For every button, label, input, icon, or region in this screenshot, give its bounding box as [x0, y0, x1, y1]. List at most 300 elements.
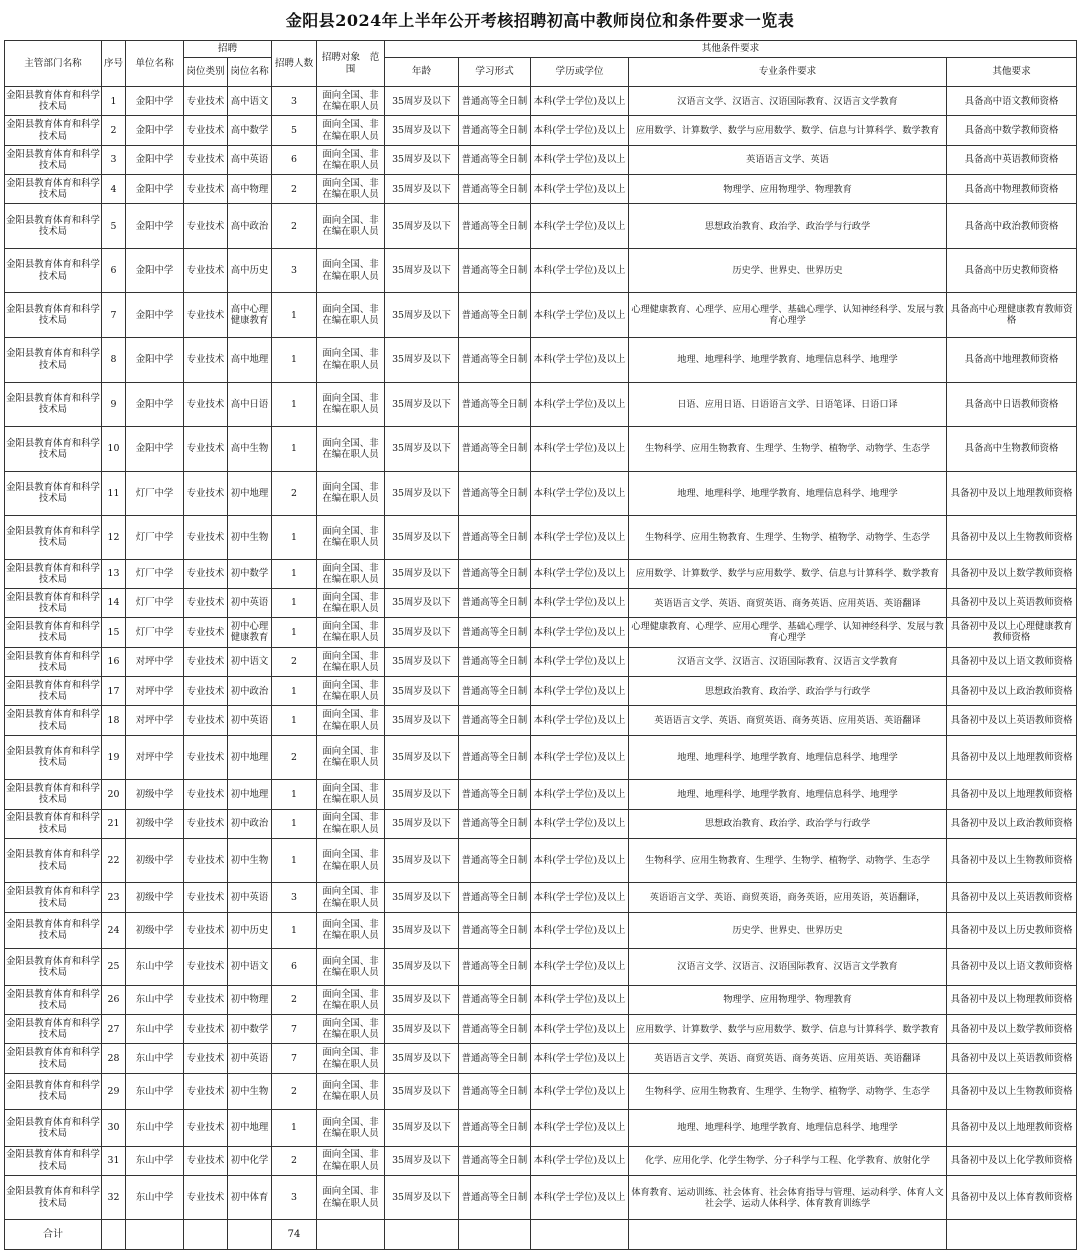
post-name-cell: 初中地理: [228, 735, 272, 780]
dept-cell: 金阳县教育体育和科学技术局: [5, 204, 102, 249]
study-form-cell: 普通高等全日制: [459, 145, 531, 174]
education-cell: 本科(学士学位)及以上: [531, 618, 629, 647]
table-row: [5, 1146, 1077, 1175]
table-row: [5, 471, 1077, 516]
other-req-cell: 具备初中及以上生物教师资格: [947, 838, 1077, 883]
table-row: [5, 985, 1077, 1014]
major-cell: 英语语言文学、英语、商贸英语、商务英语、应用英语、英语翻译: [629, 1044, 947, 1073]
education-cell: 本科(学士学位)及以上: [531, 647, 629, 676]
education-cell: 本科(学士学位)及以上: [531, 559, 629, 588]
unit-cell: 金阳中学: [126, 87, 184, 116]
seq-cell: 3: [102, 145, 126, 174]
table-row: [5, 1110, 1077, 1146]
target-cell: 面向全国、非在编在职人员: [317, 248, 385, 293]
seq-cell: 26: [102, 985, 126, 1014]
dept-cell: 金阳县教育体育和科学技术局: [5, 1175, 102, 1220]
study-form-cell: 普通高等全日制: [459, 676, 531, 705]
other-req-cell: 具备高中地理教师资格: [947, 337, 1077, 382]
unit-cell: 东山中学: [126, 985, 184, 1014]
empty-cell: [531, 1220, 629, 1250]
count-cell: 2: [272, 1146, 317, 1175]
dept-cell: 金阳县教育体育和科学技术局: [5, 471, 102, 516]
age-cell: 35周岁及以下: [385, 735, 459, 780]
page-title: 金阳县2024年上半年公开考核招聘初高中教师岗位和条件要求一览表: [285, 11, 795, 30]
post-type-cell: 专业技术: [184, 647, 228, 676]
age-cell: 35周岁及以下: [385, 1044, 459, 1073]
seq-cell: 31: [102, 1146, 126, 1175]
count-cell: 6: [272, 949, 317, 985]
table-row: [5, 145, 1077, 174]
age-cell: 35周岁及以下: [385, 647, 459, 676]
post-name-cell: 初中心理健康教育: [228, 618, 272, 647]
age-cell: 35周岁及以下: [385, 427, 459, 472]
age-cell: 35周岁及以下: [385, 204, 459, 249]
dept-cell: 金阳县教育体育和科学技术局: [5, 382, 102, 427]
study-form-cell: 普通高等全日制: [459, 1073, 531, 1109]
table-row: [5, 382, 1077, 427]
count-cell: 1: [272, 588, 317, 617]
other-req-cell: 具备初中及以上历史教师资格: [947, 912, 1077, 948]
major-cell: 思想政治教育、政治学、政治学与行政学: [629, 204, 947, 249]
target-cell: 面向全国、非在编在职人员: [317, 706, 385, 735]
seq-cell: 18: [102, 706, 126, 735]
header-major: 专业条件要求: [629, 58, 947, 87]
post-type-cell: 专业技术: [184, 706, 228, 735]
study-form-cell: 普通高等全日制: [459, 949, 531, 985]
unit-cell: 东山中学: [126, 1146, 184, 1175]
education-cell: 本科(学士学位)及以上: [531, 204, 629, 249]
target-cell: 面向全国、非在编在职人员: [317, 559, 385, 588]
unit-cell: 对坪中学: [126, 676, 184, 705]
other-req-cell: 具备高中英语教师资格: [947, 145, 1077, 174]
study-form-cell: 普通高等全日制: [459, 116, 531, 145]
unit-cell: 金阳中学: [126, 382, 184, 427]
header-age: 年龄: [385, 58, 459, 87]
table-row: [5, 204, 1077, 249]
table-row: [5, 559, 1077, 588]
education-cell: 本科(学士学位)及以上: [531, 949, 629, 985]
target-cell: 面向全国、非在编在职人员: [317, 735, 385, 780]
post-type-cell: 专业技术: [184, 382, 228, 427]
target-cell: 面向全国、非在编在职人员: [317, 780, 385, 809]
post-name-cell: 高中地理: [228, 337, 272, 382]
table-row: [5, 706, 1077, 735]
count-cell: 1: [272, 337, 317, 382]
table-row: [5, 618, 1077, 647]
seq-cell: 13: [102, 559, 126, 588]
study-form-cell: 普通高等全日制: [459, 293, 531, 338]
count-cell: 1: [272, 706, 317, 735]
count-cell: 7: [272, 1044, 317, 1073]
other-req-cell: 具备高中心理健康教育教师资格: [947, 293, 1077, 338]
empty-cell: [228, 1220, 272, 1250]
education-cell: 本科(学士学位)及以上: [531, 1014, 629, 1043]
seq-cell: 9: [102, 382, 126, 427]
header-seq: 序号: [102, 41, 126, 87]
target-cell: 面向全国、非在编在职人员: [317, 382, 385, 427]
age-cell: 35周岁及以下: [385, 516, 459, 560]
post-name-cell: 高中数学: [228, 116, 272, 145]
education-cell: 本科(学士学位)及以上: [531, 382, 629, 427]
target-cell: 面向全国、非在编在职人员: [317, 516, 385, 560]
post-name-cell: 初中生物: [228, 516, 272, 560]
empty-cell: [629, 1220, 947, 1250]
table-row: [5, 175, 1077, 204]
study-form-cell: 普通高等全日制: [459, 1110, 531, 1146]
age-cell: 35周岁及以下: [385, 780, 459, 809]
education-cell: 本科(学士学位)及以上: [531, 516, 629, 560]
post-type-cell: 专业技术: [184, 883, 228, 912]
major-cell: 物理学、应用物理学、物理教育: [629, 175, 947, 204]
other-req-cell: 具备初中及以上政治教师资格: [947, 676, 1077, 705]
seq-cell: 20: [102, 780, 126, 809]
study-form-cell: 普通高等全日制: [459, 337, 531, 382]
major-cell: 日语、应用日语、日语语言文学、日语笔译、日语口译: [629, 382, 947, 427]
post-name-cell: 初中英语: [228, 1044, 272, 1073]
unit-cell: 对坪中学: [126, 735, 184, 780]
age-cell: 35周岁及以下: [385, 838, 459, 883]
other-req-cell: 具备高中语文教师资格: [947, 87, 1077, 116]
count-cell: 1: [272, 809, 317, 838]
age-cell: 35周岁及以下: [385, 912, 459, 948]
count-cell: 1: [272, 427, 317, 472]
study-form-cell: 普通高等全日制: [459, 883, 531, 912]
other-req-cell: 具备初中及以上生物教师资格: [947, 1073, 1077, 1109]
post-name-cell: 初中地理: [228, 471, 272, 516]
dept-cell: 金阳县教育体育和科学技术局: [5, 87, 102, 116]
age-cell: 35周岁及以下: [385, 985, 459, 1014]
study-form-cell: 普通高等全日制: [459, 809, 531, 838]
major-cell: 生物科学、应用生物教育、生理学、生物学、植物学、动物学、生态学: [629, 516, 947, 560]
table-row: [5, 1014, 1077, 1043]
count-cell: 1: [272, 559, 317, 588]
other-req-cell: 具备初中及以上物理教师资格: [947, 985, 1077, 1014]
study-form-cell: 普通高等全日制: [459, 1014, 531, 1043]
table-row: [5, 588, 1077, 617]
other-req-cell: 具备初中及以上化学教师资格: [947, 1146, 1077, 1175]
study-form-cell: 普通高等全日制: [459, 618, 531, 647]
education-cell: 本科(学士学位)及以上: [531, 838, 629, 883]
post-type-cell: 专业技术: [184, 175, 228, 204]
seq-cell: 7: [102, 293, 126, 338]
post-name-cell: 高中英语: [228, 145, 272, 174]
header-post-type: 岗位类别: [184, 58, 228, 87]
dept-cell: 金阳县教育体育和科学技术局: [5, 1014, 102, 1043]
dept-cell: 金阳县教育体育和科学技术局: [5, 1044, 102, 1073]
seq-cell: 25: [102, 949, 126, 985]
other-req-cell: 具备高中生物教师资格: [947, 427, 1077, 472]
post-type-cell: 专业技术: [184, 427, 228, 472]
table-row: [5, 912, 1077, 948]
target-cell: 面向全国、非在编在职人员: [317, 293, 385, 338]
education-cell: 本科(学士学位)及以上: [531, 735, 629, 780]
post-name-cell: 高中语文: [228, 87, 272, 116]
post-type-cell: 专业技术: [184, 780, 228, 809]
major-cell: 应用数学、计算数学、数学与应用数学、数学、信息与计算科学、数学教育: [629, 116, 947, 145]
header-count: 招聘人数: [272, 41, 317, 87]
table-row: [5, 780, 1077, 809]
unit-cell: 灯厂中学: [126, 588, 184, 617]
major-cell: 汉语言文学、汉语言、汉语国际教育、汉语言文学教育: [629, 647, 947, 676]
unit-cell: 东山中学: [126, 1110, 184, 1146]
age-cell: 35周岁及以下: [385, 706, 459, 735]
seq-cell: 15: [102, 618, 126, 647]
study-form-cell: 普通高等全日制: [459, 427, 531, 472]
count-cell: 2: [272, 471, 317, 516]
header-post-name: 岗位名称: [228, 58, 272, 87]
post-name-cell: 初中语文: [228, 949, 272, 985]
education-cell: 本科(学士学位)及以上: [531, 1044, 629, 1073]
unit-cell: 金阳中学: [126, 427, 184, 472]
major-cell: 地理、地理科学、地理学教育、地理信息科学、地理学: [629, 1110, 947, 1146]
header-education: 学历或学位: [531, 58, 629, 87]
count-cell: 7: [272, 1014, 317, 1043]
study-form-cell: 普通高等全日制: [459, 912, 531, 948]
education-cell: 本科(学士学位)及以上: [531, 912, 629, 948]
education-cell: 本科(学士学位)及以上: [531, 588, 629, 617]
major-cell: 英语语言文学、英语: [629, 145, 947, 174]
education-cell: 本科(学士学位)及以上: [531, 337, 629, 382]
major-cell: 生物科学、应用生物教育、生理学、生物学、植物学、动物学、生态学: [629, 838, 947, 883]
study-form-cell: 普通高等全日制: [459, 204, 531, 249]
post-type-cell: 专业技术: [184, 145, 228, 174]
major-cell: 思想政治教育、政治学、政治学与行政学: [629, 809, 947, 838]
unit-cell: 灯厂中学: [126, 516, 184, 560]
other-req-cell: 具备初中及以上地理教师资格: [947, 1110, 1077, 1146]
age-cell: 35周岁及以下: [385, 618, 459, 647]
age-cell: 35周岁及以下: [385, 248, 459, 293]
empty-cell: [385, 1220, 459, 1250]
post-name-cell: 初中物理: [228, 985, 272, 1014]
target-cell: 面向全国、非在编在职人员: [317, 588, 385, 617]
seq-cell: 28: [102, 1044, 126, 1073]
post-name-cell: 初中英语: [228, 883, 272, 912]
dept-cell: 金阳县教育体育和科学技术局: [5, 248, 102, 293]
dept-cell: 金阳县教育体育和科学技术局: [5, 883, 102, 912]
age-cell: 35周岁及以下: [385, 337, 459, 382]
header-other-conditions: 其他条件要求: [385, 41, 1077, 58]
dept-cell: 金阳县教育体育和科学技术局: [5, 618, 102, 647]
study-form-cell: 普通高等全日制: [459, 1044, 531, 1073]
dept-cell: 金阳县教育体育和科学技术局: [5, 949, 102, 985]
post-type-cell: 专业技术: [184, 337, 228, 382]
target-cell: 面向全国、非在编在职人员: [317, 912, 385, 948]
post-name-cell: 初中政治: [228, 676, 272, 705]
table-row: [5, 516, 1077, 560]
post-type-cell: 专业技术: [184, 985, 228, 1014]
unit-cell: 灯厂中学: [126, 471, 184, 516]
study-form-cell: 普通高等全日制: [459, 1146, 531, 1175]
header-recruit: 招聘: [184, 41, 272, 58]
major-cell: 英语语言文学、英语、商贸英语，商务英语，应用英语，英语翻译，: [629, 883, 947, 912]
study-form-cell: 普通高等全日制: [459, 588, 531, 617]
post-name-cell: 高中生物: [228, 427, 272, 472]
unit-cell: 灯厂中学: [126, 559, 184, 588]
age-cell: 35周岁及以下: [385, 1014, 459, 1043]
count-cell: 6: [272, 145, 317, 174]
other-req-cell: 具备初中及以上英语教师资格: [947, 1044, 1077, 1073]
seq-cell: 1: [102, 87, 126, 116]
post-name-cell: 初中英语: [228, 706, 272, 735]
post-name-cell: 初中体育: [228, 1175, 272, 1220]
unit-cell: 金阳中学: [126, 337, 184, 382]
age-cell: 35周岁及以下: [385, 949, 459, 985]
major-cell: 英语语言文学、英语、商贸英语、商务英语、应用英语、英语翻译: [629, 588, 947, 617]
table-row: [5, 838, 1077, 883]
post-name-cell: 初中历史: [228, 912, 272, 948]
table-body: [5, 87, 1077, 1250]
dept-cell: 金阳县教育体育和科学技术局: [5, 516, 102, 560]
seq-cell: 10: [102, 427, 126, 472]
unit-cell: 金阳中学: [126, 248, 184, 293]
major-cell: 地理、地理科学、地理学教育、地理信息科学、地理学: [629, 337, 947, 382]
education-cell: 本科(学士学位)及以上: [531, 676, 629, 705]
unit-cell: 金阳中学: [126, 145, 184, 174]
post-name-cell: 初中地理: [228, 1110, 272, 1146]
target-cell: 面向全国、非在编在职人员: [317, 647, 385, 676]
study-form-cell: 普通高等全日制: [459, 780, 531, 809]
education-cell: 本科(学士学位)及以上: [531, 780, 629, 809]
table-row: [5, 1175, 1077, 1220]
seq-cell: 4: [102, 175, 126, 204]
count-cell: 5: [272, 116, 317, 145]
major-cell: 化学、应用化学、化学生物学、分子科学与工程、化学教育、放射化学: [629, 1146, 947, 1175]
count-cell: 1: [272, 912, 317, 948]
post-name-cell: 初中数学: [228, 559, 272, 588]
count-cell: 3: [272, 248, 317, 293]
study-form-cell: 普通高等全日制: [459, 985, 531, 1014]
header-unit: 单位名称: [126, 41, 184, 87]
target-cell: 面向全国、非在编在职人员: [317, 618, 385, 647]
count-cell: 1: [272, 516, 317, 560]
post-type-cell: 专业技术: [184, 204, 228, 249]
target-cell: 面向全国、非在编在职人员: [317, 883, 385, 912]
study-form-cell: 普通高等全日制: [459, 647, 531, 676]
other-req-cell: 具备高中历史教师资格: [947, 248, 1077, 293]
other-req-cell: 具备初中及以上地理教师资格: [947, 780, 1077, 809]
major-cell: 思想政治教育、政治学、政治学与行政学: [629, 676, 947, 705]
unit-cell: 对坪中学: [126, 647, 184, 676]
table-row: [5, 1073, 1077, 1109]
target-cell: 面向全国、非在编在职人员: [317, 1146, 385, 1175]
count-cell: 1: [272, 780, 317, 809]
empty-cell: [126, 1220, 184, 1250]
post-name-cell: 高中物理: [228, 175, 272, 204]
target-cell: 面向全国、非在编在职人员: [317, 949, 385, 985]
seq-cell: 14: [102, 588, 126, 617]
post-type-cell: 专业技术: [184, 1073, 228, 1109]
target-cell: 面向全国、非在编在职人员: [317, 471, 385, 516]
education-cell: 本科(学士学位)及以上: [531, 1146, 629, 1175]
count-cell: 1: [272, 838, 317, 883]
age-cell: 35周岁及以下: [385, 145, 459, 174]
other-req-cell: 具备高中日语教师资格: [947, 382, 1077, 427]
header-target: 招聘对象 范围: [317, 41, 385, 87]
post-type-cell: 专业技术: [184, 116, 228, 145]
target-cell: 面向全国、非在编在职人员: [317, 1110, 385, 1146]
major-cell: 英语语言文学、英语、商贸英语、商务英语、应用英语、英语翻译: [629, 706, 947, 735]
age-cell: 35周岁及以下: [385, 1110, 459, 1146]
post-type-cell: 专业技术: [184, 949, 228, 985]
major-cell: 汉语言文学、汉语言、汉语国际教育、汉语言文学教育: [629, 87, 947, 116]
seq-cell: 24: [102, 912, 126, 948]
count-cell: 2: [272, 735, 317, 780]
table-row: [5, 337, 1077, 382]
unit-cell: 金阳中学: [126, 116, 184, 145]
post-type-cell: 专业技术: [184, 1110, 228, 1146]
count-cell: 2: [272, 1073, 317, 1109]
dept-cell: 金阳县教育体育和科学技术局: [5, 706, 102, 735]
seq-cell: 29: [102, 1073, 126, 1109]
seq-cell: 11: [102, 471, 126, 516]
post-name-cell: 高中政治: [228, 204, 272, 249]
age-cell: 35周岁及以下: [385, 471, 459, 516]
dept-cell: 金阳县教育体育和科学技术局: [5, 780, 102, 809]
age-cell: 35周岁及以下: [385, 382, 459, 427]
education-cell: 本科(学士学位)及以上: [531, 175, 629, 204]
post-name-cell: 初中生物: [228, 1073, 272, 1109]
table-row: [5, 735, 1077, 780]
post-type-cell: 专业技术: [184, 471, 228, 516]
seq-cell: 30: [102, 1110, 126, 1146]
dept-cell: 金阳县教育体育和科学技术局: [5, 809, 102, 838]
seq-cell: 27: [102, 1014, 126, 1043]
count-cell: 2: [272, 175, 317, 204]
target-cell: 面向全国、非在编在职人员: [317, 1175, 385, 1220]
post-name-cell: 初中生物: [228, 838, 272, 883]
other-req-cell: 具备初中及以上政治教师资格: [947, 809, 1077, 838]
post-type-cell: 专业技术: [184, 809, 228, 838]
age-cell: 35周岁及以下: [385, 293, 459, 338]
major-cell: 心理健康教育、心理学、应用心理学、基础心理学、认知神经科学、发展与教育心理学: [629, 293, 947, 338]
target-cell: 面向全国、非在编在职人员: [317, 87, 385, 116]
dept-cell: 金阳县教育体育和科学技术局: [5, 145, 102, 174]
other-req-cell: 具备初中及以上地理教师资格: [947, 735, 1077, 780]
count-cell: 1: [272, 293, 317, 338]
header-dept: 主管部门名称: [5, 41, 102, 87]
other-req-cell: 具备初中及以上生物教师资格: [947, 516, 1077, 560]
post-type-cell: 专业技术: [184, 618, 228, 647]
unit-cell: 灯厂中学: [126, 618, 184, 647]
education-cell: 本科(学士学位)及以上: [531, 1175, 629, 1220]
education-cell: 本科(学士学位)及以上: [531, 427, 629, 472]
post-type-cell: 专业技术: [184, 1146, 228, 1175]
education-cell: 本科(学士学位)及以上: [531, 706, 629, 735]
education-cell: 本科(学士学位)及以上: [531, 248, 629, 293]
unit-cell: 初级中学: [126, 838, 184, 883]
count-cell: 2: [272, 204, 317, 249]
education-cell: 本科(学士学位)及以上: [531, 809, 629, 838]
dept-cell: 金阳县教育体育和科学技术局: [5, 647, 102, 676]
target-cell: 面向全国、非在编在职人员: [317, 1044, 385, 1073]
post-type-cell: 专业技术: [184, 676, 228, 705]
age-cell: 35周岁及以下: [385, 883, 459, 912]
unit-cell: 初级中学: [126, 780, 184, 809]
seq-cell: 17: [102, 676, 126, 705]
other-req-cell: 具备初中及以上数学教师资格: [947, 559, 1077, 588]
table-row: [5, 1044, 1077, 1073]
table-row: [5, 87, 1077, 116]
study-form-cell: 普通高等全日制: [459, 838, 531, 883]
education-cell: 本科(学士学位)及以上: [531, 116, 629, 145]
dept-cell: 金阳县教育体育和科学技术局: [5, 676, 102, 705]
post-name-cell: 高中心理健康教育: [228, 293, 272, 338]
unit-cell: 金阳中学: [126, 204, 184, 249]
age-cell: 35周岁及以下: [385, 1146, 459, 1175]
major-cell: 地理、地理科学、地理学教育、地理信息科学、地理学: [629, 735, 947, 780]
education-cell: 本科(学士学位)及以上: [531, 145, 629, 174]
table-row: [5, 949, 1077, 985]
